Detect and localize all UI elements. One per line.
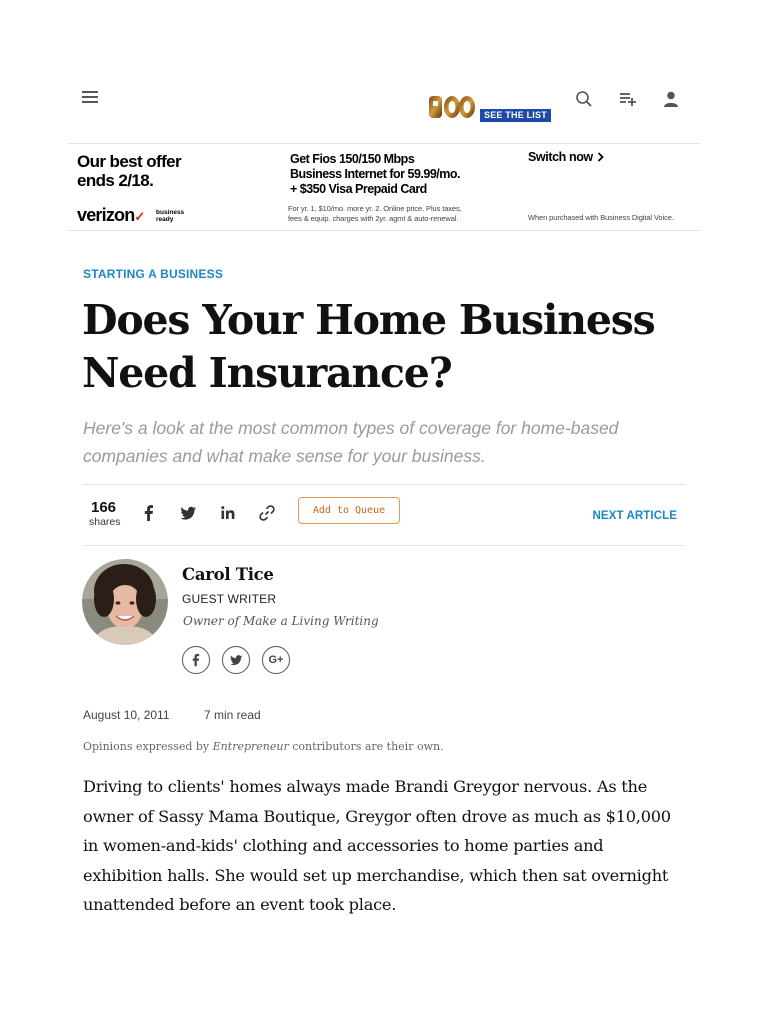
next-article-link[interactable]: NEXT ARTICLE (592, 510, 677, 522)
business-ready-label: business ready (156, 209, 185, 223)
ad-offer-text: Our best offer ends 2/18. (77, 152, 182, 190)
verizon-logo: verizon✓ (77, 205, 145, 225)
ad-headline: Get Fios 150/150 Mbps Business Internet for 59.99/mo. + $350 Visa Prepaid Card (290, 152, 460, 196)
facebook-icon (189, 653, 203, 667)
ad-cta-note: When purchased with Business Digital Voice. (528, 213, 674, 222)
ad-fine-print: For yr. 1, $10/mo. more yr. 2. Online price. Plus taxes, fees & equip. charges with 2yr. agmt & auto-renewal. (288, 204, 462, 223)
share-bar (83, 484, 685, 546)
playlist-add-icon[interactable] (618, 89, 638, 109)
article-title: Does Your Home Business Need Insurance? (82, 296, 655, 397)
chevron-right-icon (597, 152, 604, 162)
read-time: 7 min read (204, 708, 261, 722)
author-name-link[interactable]: Carol Tice (182, 565, 274, 584)
see-the-list-badge[interactable]: SEE THE LIST (480, 109, 551, 122)
search-icon[interactable] (574, 89, 594, 109)
author-facebook-button[interactable] (182, 646, 210, 674)
author-role: GUEST WRITER (182, 592, 277, 606)
linkedin-icon[interactable] (219, 504, 237, 522)
author-google-plus-button[interactable] (262, 646, 290, 674)
hamburger-icon[interactable] (82, 91, 98, 103)
author-avatar[interactable] (82, 559, 168, 645)
article-subtitle: Here's a look at the most common types of coverage for home-based companies and what make sense for your business. (83, 418, 619, 466)
entrepreneur-500-logo[interactable] (428, 92, 476, 122)
share-count: 166 (91, 499, 117, 516)
add-to-queue-button[interactable]: Add to Queue (298, 497, 400, 524)
google-plus-icon: G+ (268, 654, 284, 666)
article-body-paragraph: Driving to clients' homes always made Brandi Greygor nervous. As the owner of Sassy Mama Boutique, Greygor often drove as much as $10,000 in women-and-kids' clothing and accessories to home parties and exhibition halls. She would set up merchandise, which then sat overnight unattended before an event took place. (83, 777, 671, 914)
contributor-disclaimer: Opinions expressed by Entrepreneur contributors are their own. (83, 740, 444, 753)
twitter-icon (229, 653, 243, 667)
share-label: shares (89, 516, 121, 528)
user-icon[interactable] (661, 89, 681, 109)
publish-date: August 10, 2011 (83, 708, 170, 722)
twitter-icon[interactable] (179, 504, 197, 522)
facebook-icon[interactable] (140, 504, 158, 522)
category-link[interactable]: STARTING A BUSINESS (83, 267, 224, 281)
author-twitter-button[interactable] (222, 646, 250, 674)
ad-switch-now-link[interactable]: Switch now (528, 150, 604, 164)
verizon-ad-banner[interactable] (68, 143, 700, 231)
author-bio: Owner of Make a Living Writing (183, 614, 379, 628)
link-icon[interactable] (258, 504, 276, 522)
